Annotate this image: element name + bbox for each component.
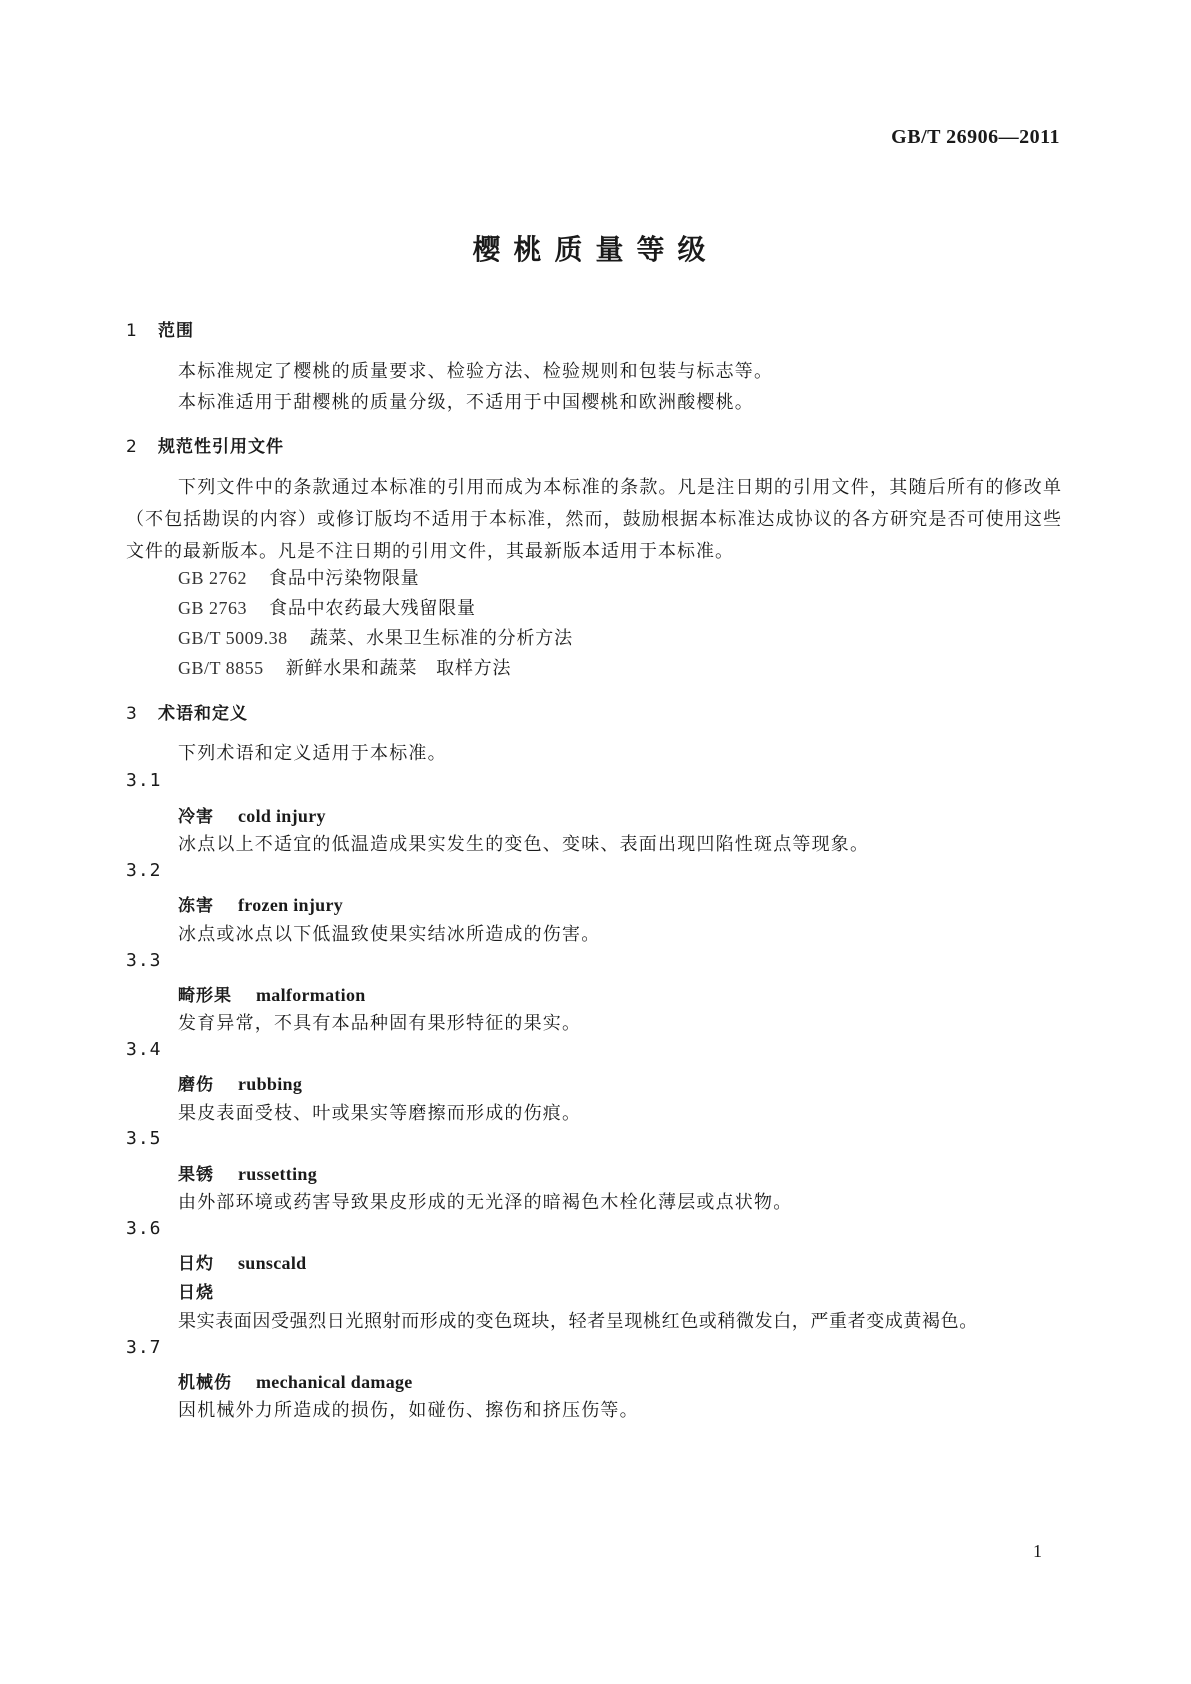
- document-title: 樱桃质量等级: [472, 233, 719, 266]
- section-1-heading: [126, 316, 194, 341]
- term-definition: 因机械外力所造成的损伤，如碰伤、擦伤和挤压伤等。: [178, 1400, 639, 1421]
- reference-title: 食品中农药最大残留限量: [269, 598, 476, 619]
- term-zh: 冻害: [178, 896, 214, 916]
- reference-title: 新鲜水果和蔬菜 取样方法: [285, 658, 512, 679]
- term-number: 3.5: [126, 1128, 162, 1149]
- term-definition: 果实表面因受强烈日光照射而形成的变色斑块，轻者呈现桃红色或稍微发白，严重者变成黄褐色。: [178, 1311, 978, 1332]
- standard-number: GB/T 26906—2011: [891, 126, 1060, 148]
- term-en: mechanical damage: [256, 1372, 413, 1392]
- reference-item: [178, 594, 476, 620]
- term-definition: 由外部环境或药害导致果皮形成的无光泽的暗褐色木栓化薄层或点状物。: [178, 1192, 793, 1213]
- reference-code: GB 2763: [178, 598, 248, 618]
- page-number: 1: [1033, 1541, 1042, 1561]
- term-number: 3.2: [126, 860, 162, 881]
- term-en: cold injury: [238, 806, 326, 826]
- term-en: frozen injury: [238, 895, 344, 915]
- term-number: 3.7: [126, 1337, 162, 1358]
- reference-item: [178, 624, 573, 650]
- term-number: 3.3: [126, 950, 162, 971]
- section-1-paragraph: 本标准适用于甜樱桃的质量分级，不适用于中国樱桃和欧洲酸樱桃。: [178, 392, 754, 413]
- term-number: 3.1: [126, 770, 162, 791]
- section-title: 范围: [158, 321, 194, 341]
- term-heading: [178, 1160, 317, 1185]
- term-number: 3.6: [126, 1218, 162, 1239]
- term-definition: 发育异常，不具有本品种固有果形特征的果实。: [178, 1013, 582, 1034]
- term-heading: [178, 1249, 306, 1274]
- reference-code: GB 2762: [178, 568, 248, 588]
- reference-item: [178, 654, 511, 680]
- term-zh: 果锈: [178, 1165, 214, 1185]
- term-en: russetting: [238, 1164, 317, 1184]
- term-zh: 畸形果: [178, 986, 232, 1006]
- term-number: 3.4: [126, 1039, 162, 1060]
- term-en: malformation: [256, 985, 366, 1005]
- section-3-heading: [126, 699, 248, 724]
- term-heading: [178, 981, 366, 1006]
- term-heading: [178, 1368, 413, 1393]
- section-number: 2: [126, 437, 138, 457]
- term-en: rubbing: [238, 1074, 303, 1094]
- section-title: 术语和定义: [158, 704, 248, 724]
- term-zh: 冷害: [178, 807, 214, 827]
- reference-code: GB/T 8855: [178, 658, 264, 678]
- reference-title: 食品中污染物限量: [269, 568, 420, 589]
- term-zh: 日灼: [178, 1254, 214, 1274]
- section-2-intro: 下列文件中的条款通过本标准的引用而成为本标准的条款。凡是注日期的引用文件，其随后所有的修改单（不包括勘误的内容）或修订版均不适用于本标准，然而，鼓励根据本标准达成协议的各方研究是否可使用这些文件的最新版本。凡是不注日期的引用文件，其最新版本适用于本标准。: [126, 477, 1062, 562]
- reference-code: GB/T 5009.38: [178, 628, 288, 648]
- term-heading: [178, 1070, 302, 1095]
- term-zh: 磨伤: [178, 1075, 214, 1095]
- reference-item: [178, 564, 419, 590]
- section-2-heading: [126, 432, 284, 457]
- term-definition: 冰点或冰点以下低温致使果实结冰所造成的伤害。: [178, 924, 601, 945]
- term-heading: [178, 891, 343, 916]
- section-number: 1: [126, 321, 138, 341]
- section-1-paragraph: 本标准规定了樱桃的质量要求、检验方法、检验规则和包装与标志等。: [178, 361, 774, 382]
- term-definition: 果皮表面受枝、叶或果实等磨擦而形成的伤痕。: [178, 1103, 582, 1124]
- reference-title: 蔬菜、水果卫生标准的分析方法: [309, 628, 573, 649]
- section-3-intro: 下列术语和定义适用于本标准。: [178, 743, 447, 764]
- term-definition: 冰点以上不适宜的低温造成果实发生的变色、变味、表面出现凹陷性斑点等现象。: [178, 834, 870, 855]
- term-en: sunscald: [238, 1253, 307, 1273]
- section-number: 3: [126, 704, 138, 724]
- term-alternative: 日烧: [178, 1283, 214, 1303]
- term-heading: [178, 802, 326, 827]
- term-zh: 机械伤: [178, 1373, 232, 1393]
- section-title: 规范性引用文件: [158, 437, 284, 457]
